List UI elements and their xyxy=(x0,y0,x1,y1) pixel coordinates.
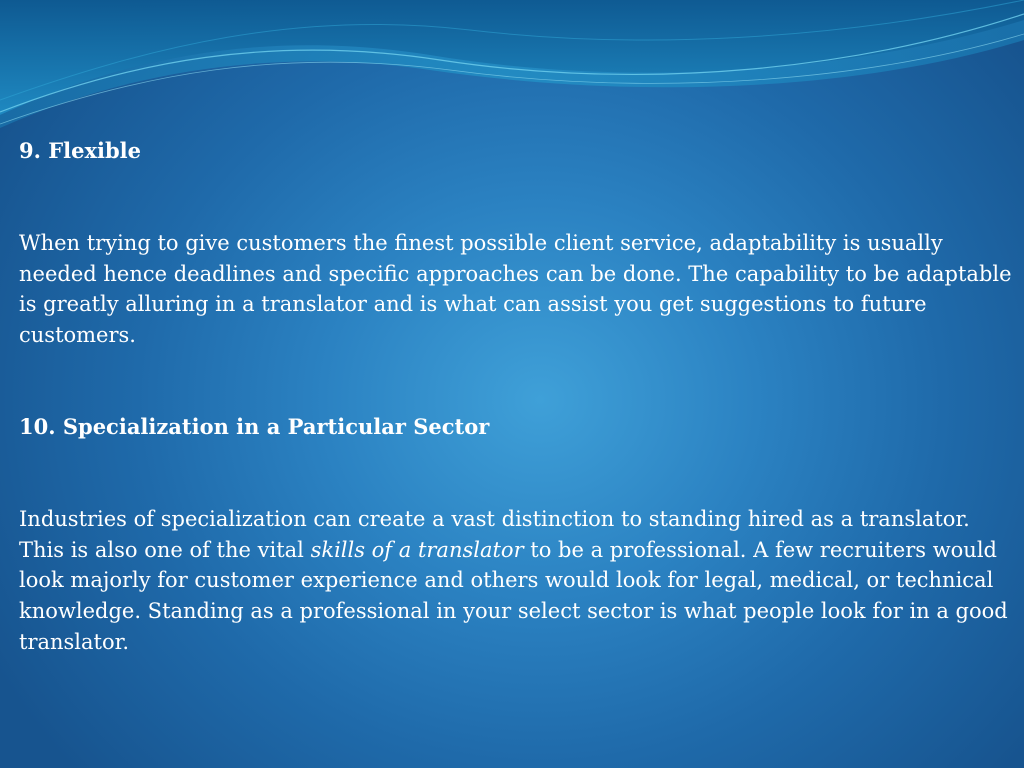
body-text-end: to be a professional. A few recruiters would look majorly for customer experience and others would look for legal, medical, or technical knowledge. Standing as a professional in your select sector is what people look for in a good translator. xyxy=(19,537,1008,654)
body-text-start: Industries of specialization can create a vast distinction to standing hired as a translator. This is also one of the vital xyxy=(19,506,970,562)
section-body-specialization xyxy=(19,504,1014,658)
decorative-wave xyxy=(0,0,1024,130)
slide-content xyxy=(19,136,1014,657)
section-body-flexible: When trying to give customers the finest possible client service, adaptability is usually needed hence deadlines and specific approaches can be done. The capability to be adaptable is greatly alluring in a translator and is what can assist you get suggestions to future customers. xyxy=(19,231,1012,348)
section-heading-specialization: 10. Specialization in a Particular Sector xyxy=(19,413,490,439)
section-heading-flexible: 9. Flexible xyxy=(19,138,142,163)
italic-phrase: skills of a translator xyxy=(310,537,524,562)
